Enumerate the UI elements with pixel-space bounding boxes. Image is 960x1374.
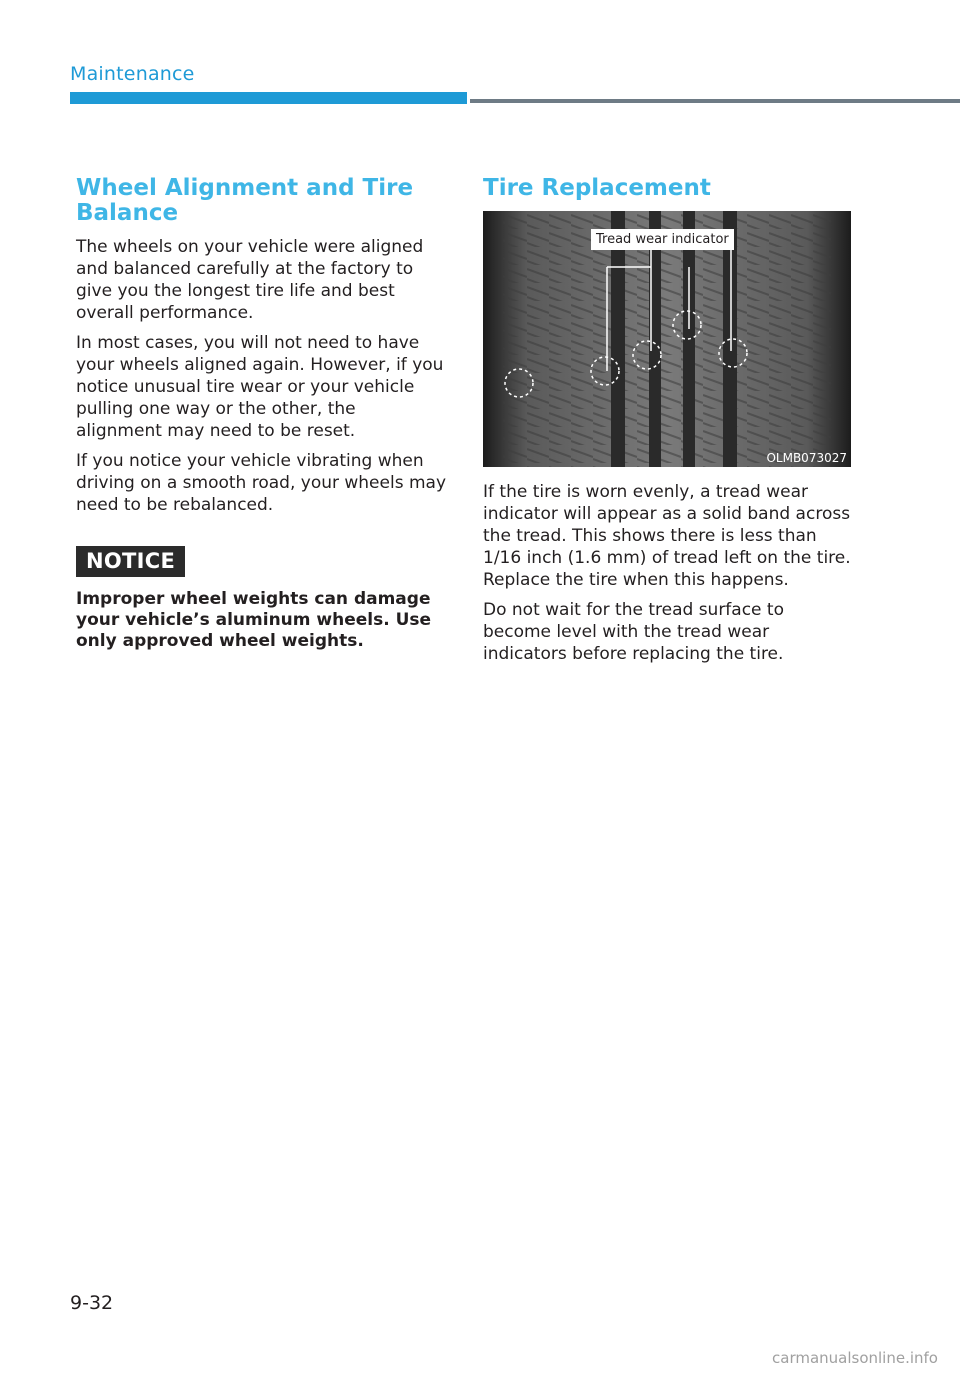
replacement-paragraph-2: Do not wait for the tread surface to become level with the tread wear indicators before replacing the tire. <box>483 600 784 664</box>
figure-code: OLMB073027 <box>766 451 847 465</box>
tread-wear-figure <box>483 211 851 467</box>
alignment-paragraph-3: If you notice your vehicle vibrating when driving on a smooth road, your wheels may need to be rebalanced. <box>76 451 446 515</box>
replacement-paragraph-1: If the tire is worn evenly, a tread wear indicator will appear as a solid band across the tread. This shows there is less than 1/16 inch (1.6 mm) of tread left on the tire. Replace the tire when this happens. <box>483 482 851 590</box>
left-column <box>76 176 446 652</box>
watermark: carmanualsonline.info <box>772 1349 938 1367</box>
page-number: 9-32 <box>70 1292 114 1314</box>
alignment-heading: Wheel Alignment and Tire Balance <box>76 175 414 226</box>
header-rule-blue <box>70 92 467 104</box>
section-title: Maintenance <box>70 63 195 85</box>
tire-replacement-heading: Tire Replacement <box>483 175 711 201</box>
tread-wear-callout: Tread wear indicator <box>591 229 734 250</box>
header-rule-gray <box>470 99 960 103</box>
notice-badge: NOTICE <box>76 546 185 577</box>
alignment-paragraph-1: The wheels on your vehicle were aligned and balanced carefully at the factory to give you the longest tire life and best overall performance. <box>76 237 424 323</box>
alignment-paragraph-2: In most cases, you will not need to have your wheels aligned again. However, if you notice unusual tire wear or your vehicle pulling one way or the other, the alignment may need to be reset. <box>76 333 444 441</box>
right-column <box>483 176 853 673</box>
notice-text: Improper wheel weights can damage your vehicle’s aluminum wheels. Use only approved wheel weights. <box>76 589 432 651</box>
